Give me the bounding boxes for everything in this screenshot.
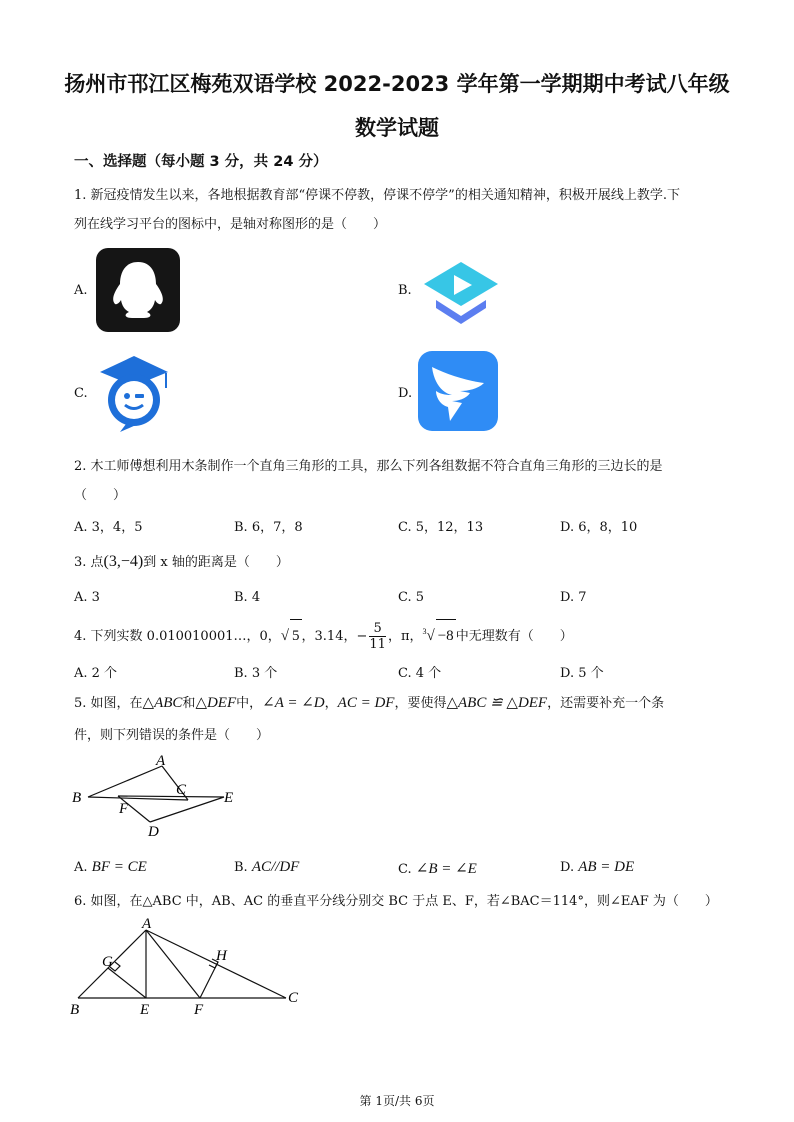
q4-text — [74, 616, 573, 653]
q5-option-a — [74, 859, 147, 876]
q3-option-a: A. 3 — [74, 590, 100, 605]
q5-goal-tail: ，还需要补充一个条 — [547, 696, 665, 711]
q4-option-d: D. 5 个 — [560, 666, 604, 681]
q4-option-a: A. 2 个 — [74, 666, 118, 681]
q5-option-c — [398, 859, 477, 878]
q5-option-b — [234, 859, 299, 876]
q5-condition-angle: ∠A = ∠D — [262, 695, 325, 711]
q5-triangle-def: △DEF — [195, 695, 237, 711]
q3-text — [74, 551, 289, 571]
q5-text-line1 — [74, 692, 664, 712]
q1-option-b-label: B. — [398, 283, 412, 298]
q4-mid: ，3.14， — [301, 629, 357, 644]
q5-option-d-math: AB = DE — [578, 859, 635, 875]
q2-option-a: A. 3，4，5 — [74, 520, 143, 535]
graduation-bubble-icon — [96, 352, 172, 432]
q1-text-line2: 列在线学习平台的图标中，是轴对称图形的是（ ） — [74, 217, 387, 232]
q4-cbrt-radicand: −8 — [436, 619, 456, 652]
q2-option-b: B. 6，7，8 — [234, 520, 303, 535]
q5-label-e: E — [224, 790, 234, 806]
q5-comma: ， — [324, 696, 338, 711]
q3-point: (3,−4) — [103, 553, 144, 570]
q5-label-c: C — [176, 782, 187, 798]
q5-congruence: △ABC ≌ △DEF — [446, 695, 548, 711]
q4-minus: − — [356, 629, 368, 644]
q4-sqrt-radicand: 5 — [290, 619, 302, 652]
q5-lead: 5. 如图，在 — [74, 696, 143, 711]
q5-option-a-label: A. — [74, 860, 88, 875]
q4-fraction — [369, 621, 386, 652]
q5-goal-lead: ，要使得 — [394, 696, 447, 711]
q1-option-c-label: C. — [74, 386, 88, 401]
q3-suffix: 到 x 轴的距离是（ ） — [143, 555, 289, 570]
q4-cbrt-index: 3 — [422, 627, 427, 636]
q6-label-a: A — [142, 916, 152, 932]
qq-logo-icon — [96, 248, 180, 332]
exam-title: 扬州市邗江区梅苑双语学校 2022-2023 学年第一学期期中考试八年级 — [64, 72, 730, 96]
q6-label-f: F — [194, 1002, 204, 1018]
q5-option-b-label: B. — [234, 860, 248, 875]
q5-label-f: F — [119, 801, 129, 817]
q6-label-h: H — [216, 948, 227, 964]
q5-option-d — [560, 859, 634, 876]
q2-text-line2: （ ） — [74, 488, 127, 503]
q4-frac-denominator: 11 — [369, 637, 386, 652]
q5-option-c-label: C. — [398, 862, 412, 877]
q5-text-line2: 件，则下列错误的条件是（ ） — [74, 728, 270, 743]
q6-label-c: C — [288, 990, 299, 1006]
page-number: 第 1页/共 6页 — [359, 1094, 435, 1108]
q5-label-d: D — [148, 824, 159, 840]
q6-figure — [66, 912, 306, 1020]
q4-pi: ，π， — [387, 629, 423, 644]
q5-and: 和 — [182, 696, 196, 711]
q5-figure — [66, 752, 246, 840]
q5-option-c-math: ∠B = ∠E — [415, 861, 477, 877]
q1-text-line1: 1. 新冠疫情发生以来，各地根据教育部“停课不停教，停课不停学”的相关通知精神，积极开展线上教学.下 — [74, 188, 680, 203]
q3-option-d: D. 7 — [560, 590, 587, 605]
q5-triangle-abc: △ABC — [142, 695, 183, 711]
q6-label-b: B — [70, 1002, 80, 1018]
q6-label-e: E — [140, 1002, 150, 1018]
q1-option-d-label: D. — [398, 386, 413, 401]
q5-label-a: A — [156, 753, 166, 769]
q5-option-b-math: AC//DF — [251, 859, 300, 875]
q5-option-d-label: D. — [560, 860, 575, 875]
q5-condition-side: AC = DF — [337, 695, 395, 711]
q3-option-b: B. 4 — [234, 590, 261, 605]
q1-option-a-label: A. — [74, 283, 88, 298]
q4-suffix: 中无理数有（ ） — [455, 629, 573, 644]
q4-prefix: 4. 下列实数 0.010010001…，0， — [74, 629, 281, 644]
q4-option-c: C. 4 个 — [398, 666, 442, 681]
dingtalk-logo-icon — [418, 351, 498, 431]
q6-text: 6. 如图，在△ABC 中，AB、AC 的垂直平分线分别交 BC 于点 E、F，若∠BAC＝114°，则∠EAF 为（ ） — [74, 894, 718, 909]
q2-option-c: C. 5，12，13 — [398, 520, 484, 535]
q5-option-a-math: BF = CE — [91, 859, 147, 875]
q6-label-g: G — [102, 954, 113, 970]
section-heading: 一、选择题（每小题 3 分，共 24 分） — [74, 154, 328, 170]
q4-cube-root: $^3$√ −8 — [422, 628, 455, 644]
q4-option-b: B. 3 个 — [234, 666, 278, 681]
q2-option-d: D. 6，8，10 — [560, 520, 638, 535]
exam-subtitle: 数学试题 — [355, 116, 439, 140]
q3-option-c: C. 5 — [398, 590, 425, 605]
q5-mid: 中， — [236, 696, 263, 711]
q4-frac-numerator: 5 — [369, 621, 386, 637]
q5-label-b: B — [72, 790, 82, 806]
q3-prefix: 3. 点 — [74, 555, 104, 570]
learning-platform-logo-icon — [422, 258, 500, 328]
q4-sqrt-5: √ 5 — [281, 628, 302, 644]
q2-text-line1: 2. 木工师傅想利用木条制作一个直角三角形的工具，那么下列各组数据不符合直角三角形的三边长的是 — [74, 459, 663, 474]
